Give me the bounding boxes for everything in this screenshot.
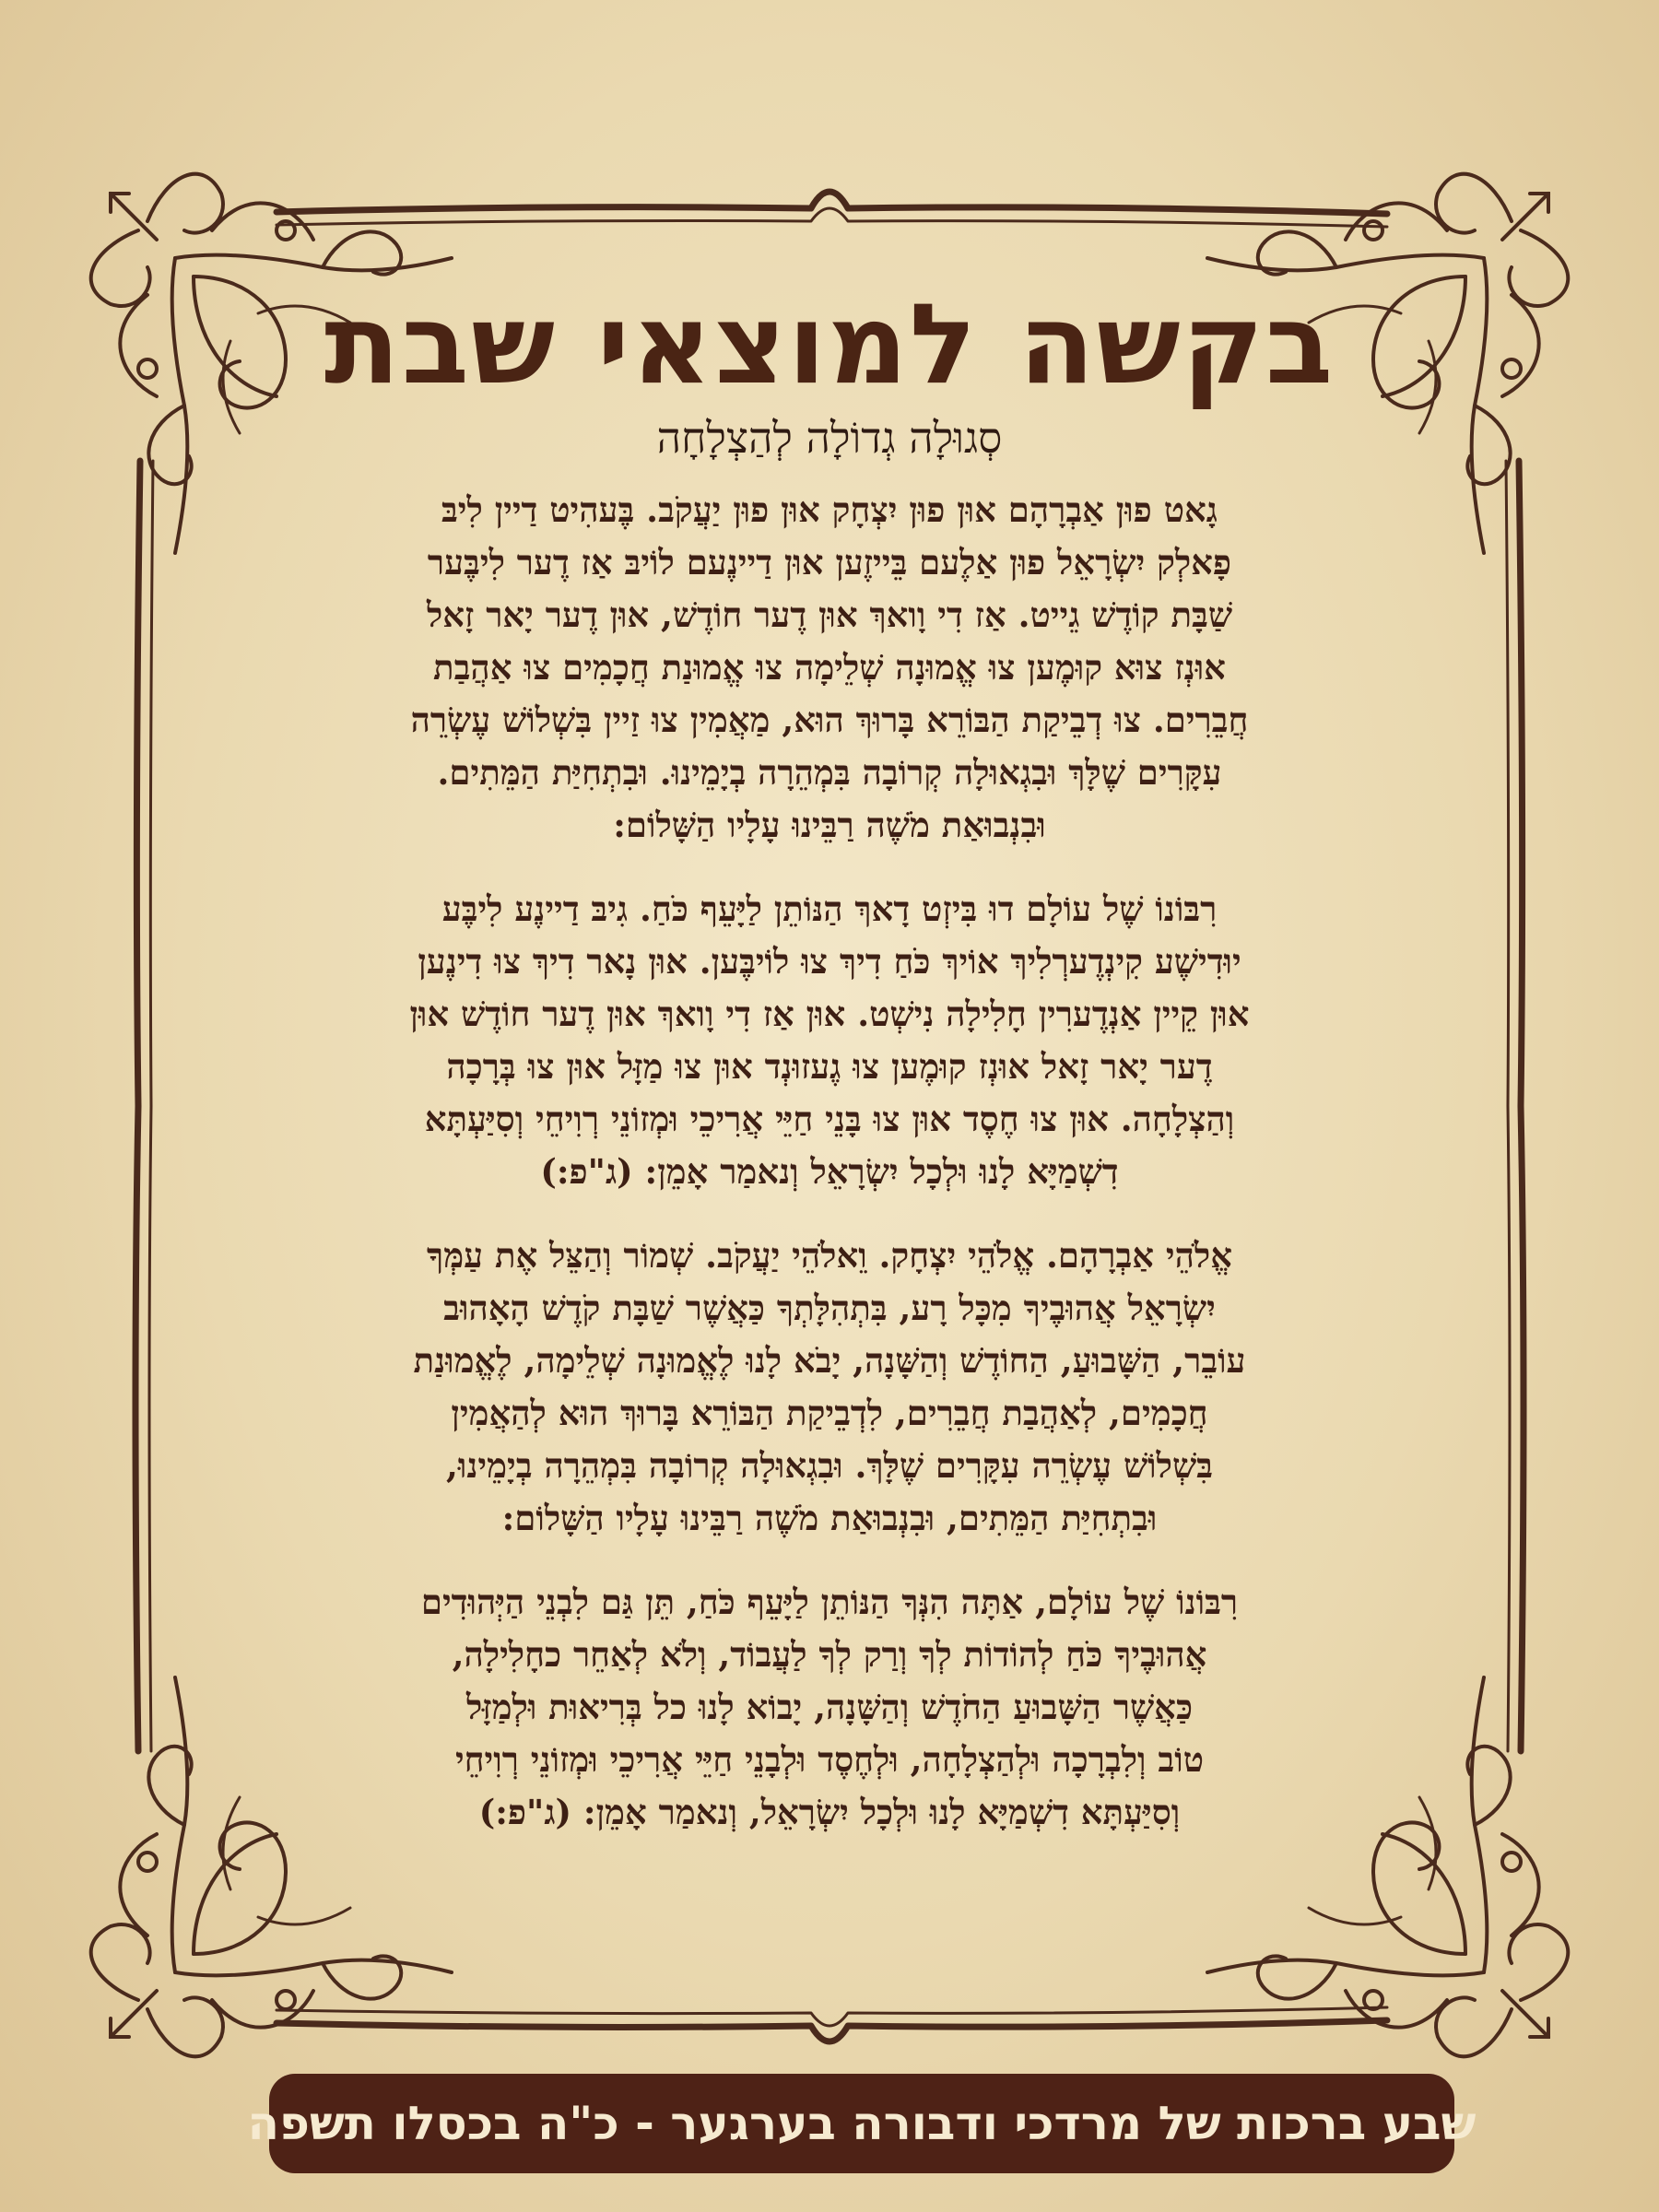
text-line: יִשְׂרָאֵל אֲהוּבֶיךָ מִכָּל רָע, בִּתְהִלָּתְךָ כַּאֲשֶׁר שַׁבָּת קֹדֶשׁ הָאָהוּב bbox=[443, 1288, 1216, 1328]
paragraph-4 bbox=[189, 1576, 1470, 1839]
text-line: רִבּוֹנוֹ שֶׁל עוֹלָם דוּ בִּיזְט דָאךְ הַנּוֹתֵן לַיָּעֵף כֹּחַ. גִיבּ דַיינֶע לִיבֶּע bbox=[441, 888, 1218, 929]
page-subtitle: סְגוּלָה גְדוֹלָה לְהַצְלָחָה bbox=[656, 413, 1003, 463]
page-title: בקשה למוצאי שבת bbox=[324, 281, 1335, 409]
paragraph-2 bbox=[189, 883, 1470, 1198]
text-line: חֲבֵרִים. צוּ דְבֵיקַת הַבּוֹרֵא בָּרוּךְ הוּא, מַאֲמִין צוּ זַיין בִּשְׁלוֹשׁ עֶשְׂרֵה bbox=[410, 700, 1249, 740]
dedication-text: שבע ברכות של מרדכי ודבורה בערגער - כ"ה בכסלו תשפה bbox=[247, 2097, 1477, 2150]
text-line: דִשְׁמַיָּא לָנוּ וּלְכָל יִשְׂרָאֵל וְנאמַר אָמֵן: (ג"פ:) bbox=[540, 1151, 1119, 1192]
text-line: אוּנְז צוּא קוּמֶען צוּ אֱמוּנָה שְׁלֵימָה צוּ אֱמוּנַת חֲכָמִים צוּ אַהֲבַת bbox=[433, 647, 1226, 688]
text-line: וּבִנְבוּאַת מֹשֶׁה רַבֵּינוּ עָלָיו הַשָּׁלוֹם: bbox=[613, 805, 1046, 845]
text-line: אֲהוּבֶיךָ כֹּחַ לְהוֹדוֹת לְךָ וְרַק לְךָ לַעֲבוֹד, וְלֹא לְאַחֵר כחָלִילָה, bbox=[452, 1634, 1207, 1675]
text-line: שַׁבָּת קוֹדֶשׁ גֵייט. אַז דִי וָואךְ אוּן דֶער חוֹדֶשׁ, אוּן דֶער יָאר זָאל bbox=[426, 594, 1233, 635]
dedication-banner bbox=[247, 2074, 1477, 2173]
text-line: גָאט פוּן אַבְרָהָם אוּן פוּן יִצְחָק אוּן פוּן יַעֲקֹב. בֶּעהִיט דַיין לִיבּ bbox=[441, 489, 1218, 530]
text-line: רִבּוֹנוֹ שֶׁל עוֹלָם, אַתָּה הִנְּךָ הַנּוֹתֵן לַיָּעֵף כֹּחַ, תֵּן גַּם לִבְנֵי הַיְּהוּדִים bbox=[420, 1582, 1239, 1622]
text-line: עוֹבֵר, הַשָּׁבוּעַ, הַחוֹדֶשׁ וְהַשָּׁנָה, יָבֹא לָנוּ לֶאֱמוּנָה שְׁלֵימָה, לֶאֱמוּנַת bbox=[413, 1340, 1246, 1381]
text-line: עִקָּרִים שֶׁלָּךְ וּבִגְאוּלָה קְרוֹבָה בִּמְהֵרָה בְיָמֵינוּ. וּבִתְחִיַּת הַמֵּתִים. bbox=[437, 752, 1222, 793]
text-line: דֶער יָאר זָאל אוּנְז קוּמֶען צוּ גֶעזוּנְד אוּן צוּ מַזָּל אוּן צוּ בְּרָכָה bbox=[446, 1046, 1213, 1087]
text-line: וְסִיַּעְתָּא דִשְׁמַיָּא לָנוּ וּלְכָל יִשְׂרָאֵל, וְנאמַר אָמֵן: (ג"פ:) bbox=[478, 1792, 1181, 1832]
text-line: בִּשְׁלוֹשׁ עֶשְׂרֵה עִקָּרִים שֶׁלָּךְ. וּבִגְאוּלָה קְרוֹבָה בִּמְהֵרָה בְיָמֵינוּ, bbox=[446, 1445, 1213, 1486]
prayer-text bbox=[189, 484, 1470, 1870]
text-line: חֲכָמִים, לְאַהֲבַת חֲבֵרִים, לִדְבֵיקַת הַבּוֹרֵא בָּרוּךְ הוּא לְהַאֲמִין bbox=[451, 1393, 1208, 1433]
text-line: כַּאֲשֶׁר הַשָּׁבוּעַ הַחֹדֶשׁ וְהַשָּׁנָה, יָבוֹא לָנוּ כל בְּרִיאוּת וּלְמַזָּל bbox=[465, 1687, 1194, 1727]
text-line: טוֹב וְלִבְרָכָה וּלְהַצְלָחָה, וּלְחֶסֶד וּלְבָנֵי חַיֵּי אֲרִיכֵי וּמְזוֹנֵי רְוִיחֵי bbox=[454, 1739, 1205, 1780]
text-line: וּבִתְחִיַּת הַמֵּתִים, וּבִנְבוּאַת מֹשֶׁה רַבֵּינוּ עָלָיו הַשָּׁלוֹם: bbox=[501, 1498, 1158, 1538]
text-line: יוּדִישֶׁע קִינְדֶערְלִיךְ אוֹיךְ כֹּחַ דִיךְ צוּ לוֹיבֶּען. אוּן נָאר דִיךְ צוּ דִינֶען bbox=[418, 941, 1241, 982]
text-line: פָאלְק יִשְׂרָאֵל פוּן אַלֶעם בֵּייזֶען אוּן דַיינֶעם לוֹיבּ אַז דֶער לִיבֶּער bbox=[427, 542, 1232, 582]
paragraph-3 bbox=[189, 1230, 1470, 1545]
text-line: וְהַצְלָחָה. אוּן צוּ חֶסֶד אוּן צוּ בָּנֵי חַיֵּי אֲרִיכֵי וּמְזוֹנֵי רְוִיחֵי וְסִיַּעְתָּא bbox=[424, 1099, 1235, 1139]
text-line: אוּן קֵיין אַנְדֶערִין חָלִילָה נִישְׁט. אוּן אַז דִי וָואךְ אוּן דֶער חוֹדֶשׁ אוּן bbox=[409, 994, 1250, 1034]
paragraph-1 bbox=[189, 484, 1470, 852]
text-line: אֱלֹהֵי אַבְרָהָם. אֱלֹהֵי יִצְחָק. וֵאלֹהֵי יַעֲקֹב. שְׁמוֹר וְהַצֵּל אֶת עַמְּךָ bbox=[427, 1235, 1232, 1276]
